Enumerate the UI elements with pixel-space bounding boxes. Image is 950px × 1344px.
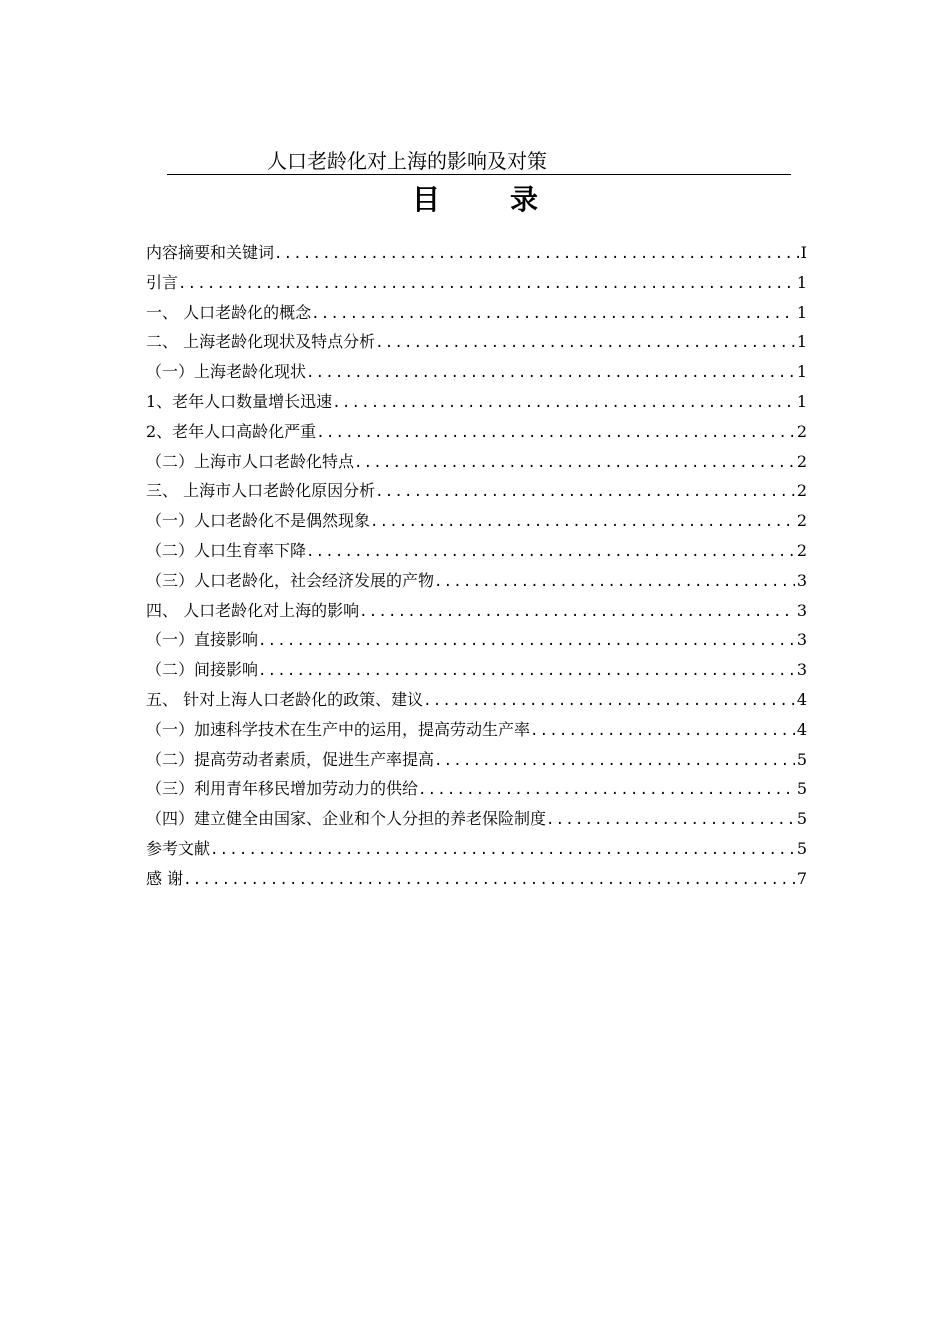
dot-leader <box>274 240 799 268</box>
toc-entry-label: （一）人口老龄化不是偶然现象 <box>146 511 371 531</box>
toc-entry-page-number: 1 <box>796 272 807 292</box>
toc-entry-label: 感 谢 <box>146 868 184 888</box>
toc-entry-label: 四、 人口老龄化对上海的影响 <box>146 600 360 620</box>
page-header <box>167 148 791 175</box>
toc-entry-label: 2、老年人口高龄化严重 <box>146 421 317 441</box>
toc-entry-page-number: 2 <box>796 511 807 531</box>
toc-entry-page-number: 2 <box>796 451 807 471</box>
toc-entry-page-number: 3 <box>796 630 807 650</box>
toc-entry-label: （二）人口生育率下降 <box>146 540 307 560</box>
toc-entry-label: 五、 针对上海人口老龄化的政策、建议 <box>146 689 424 709</box>
toc-entry[interactable] <box>146 506 807 536</box>
dot-leader <box>434 747 795 775</box>
toc-entry-page-number: 5 <box>796 779 807 799</box>
toc-entry-label: 引言 <box>146 272 179 292</box>
dot-leader <box>258 657 795 685</box>
toc-entry-label: （一）上海老龄化现状 <box>146 362 307 382</box>
toc-entry-page-number: 1 <box>796 391 807 411</box>
toc-heading: 目录 <box>411 183 608 216</box>
toc-entry-label: （一）加速科学技术在生产中的运用，提高劳动生产率 <box>146 719 531 739</box>
toc-entry[interactable] <box>146 625 807 655</box>
dot-leader <box>434 568 795 596</box>
dot-leader <box>423 687 795 715</box>
toc-entry[interactable] <box>146 238 807 268</box>
toc-entry[interactable] <box>146 417 807 447</box>
toc-entry[interactable] <box>146 804 807 834</box>
toc-entry[interactable] <box>146 834 807 864</box>
dot-leader <box>316 419 795 447</box>
toc-entry[interactable] <box>146 298 807 328</box>
dot-leader <box>418 776 795 804</box>
dot-leader <box>183 866 795 894</box>
toc-entry-label: （二）提高劳动者素质，促进生产率提高 <box>146 749 435 769</box>
toc-entry-label: （三）利用青年移民增加劳动力的供给 <box>146 779 419 799</box>
toc-entry-page-number: 7 <box>796 868 807 888</box>
toc-entry[interactable] <box>146 685 807 715</box>
document-title: 人口老龄化对上海的影响及对策 <box>267 149 547 173</box>
toc-entry[interactable] <box>146 774 807 804</box>
toc-entry[interactable] <box>146 327 807 357</box>
toc-entry-page-number: I <box>800 243 807 262</box>
dot-leader <box>375 478 795 506</box>
toc-entry-label: 一、 人口老龄化的概念 <box>146 302 312 322</box>
toc-entry-page-number: 1 <box>796 302 807 322</box>
dot-leader <box>306 538 795 566</box>
dot-leader <box>311 300 795 328</box>
toc-entry[interactable] <box>146 268 807 298</box>
toc-entry-page-number: 3 <box>796 600 807 620</box>
toc-entry[interactable] <box>146 715 807 745</box>
toc-entry[interactable] <box>146 536 807 566</box>
dot-leader <box>332 389 795 417</box>
dot-leader <box>546 806 795 834</box>
toc-entry-page-number: 1 <box>796 362 807 382</box>
toc-entry-page-number: 2 <box>796 421 807 441</box>
toc-entry-label: （一）直接影响 <box>146 630 259 650</box>
toc-entry[interactable] <box>146 864 807 894</box>
toc-entry[interactable] <box>146 596 807 626</box>
dot-leader <box>530 717 795 745</box>
toc-entry-label: 二、 上海老龄化现状及特点分析 <box>146 332 376 352</box>
table-of-contents <box>146 238 807 894</box>
toc-entry-page-number: 2 <box>796 481 807 501</box>
toc-entry[interactable] <box>146 447 807 477</box>
dot-leader <box>375 329 795 357</box>
toc-entry-label: （四）建立健全由国家、企业和个人分担的养老保险制度 <box>146 809 547 829</box>
dot-leader <box>306 359 795 387</box>
toc-entry-label: 1、老年人口数量增长迅速 <box>146 391 333 411</box>
dot-leader <box>258 627 795 655</box>
toc-entry[interactable] <box>146 357 807 387</box>
toc-entry-label: 三、 上海市人口老龄化原因分析 <box>146 481 376 501</box>
toc-entry-page-number: 3 <box>796 660 807 680</box>
toc-entry-label: 参考文献 <box>146 838 211 858</box>
dot-leader <box>210 836 795 864</box>
dot-leader <box>359 598 795 626</box>
toc-entry-label: 内容摘要和关键词 <box>146 243 275 262</box>
toc-entry-page-number: 5 <box>796 838 807 858</box>
toc-entry-page-number: 1 <box>796 332 807 352</box>
toc-entry-label: （三）人口老龄化，社会经济发展的产物 <box>146 570 435 590</box>
toc-entry-label: （二）间接影响 <box>146 660 259 680</box>
toc-entry-page-number: 4 <box>796 689 807 709</box>
toc-entry-page-number: 4 <box>796 719 807 739</box>
toc-entry[interactable] <box>146 476 807 506</box>
toc-entry-page-number: 5 <box>796 749 807 769</box>
toc-entry-page-number: 5 <box>796 809 807 829</box>
dot-leader <box>354 449 795 477</box>
toc-entry-page-number: 3 <box>796 570 807 590</box>
toc-entry[interactable] <box>146 566 807 596</box>
toc-entry-page-number: 2 <box>796 540 807 560</box>
toc-entry[interactable] <box>146 745 807 775</box>
toc-entry[interactable] <box>146 387 807 417</box>
toc-entry-label: （二）上海市人口老龄化特点 <box>146 451 355 471</box>
dot-leader <box>370 508 795 536</box>
dot-leader <box>178 270 795 298</box>
toc-entry[interactable] <box>146 655 807 685</box>
